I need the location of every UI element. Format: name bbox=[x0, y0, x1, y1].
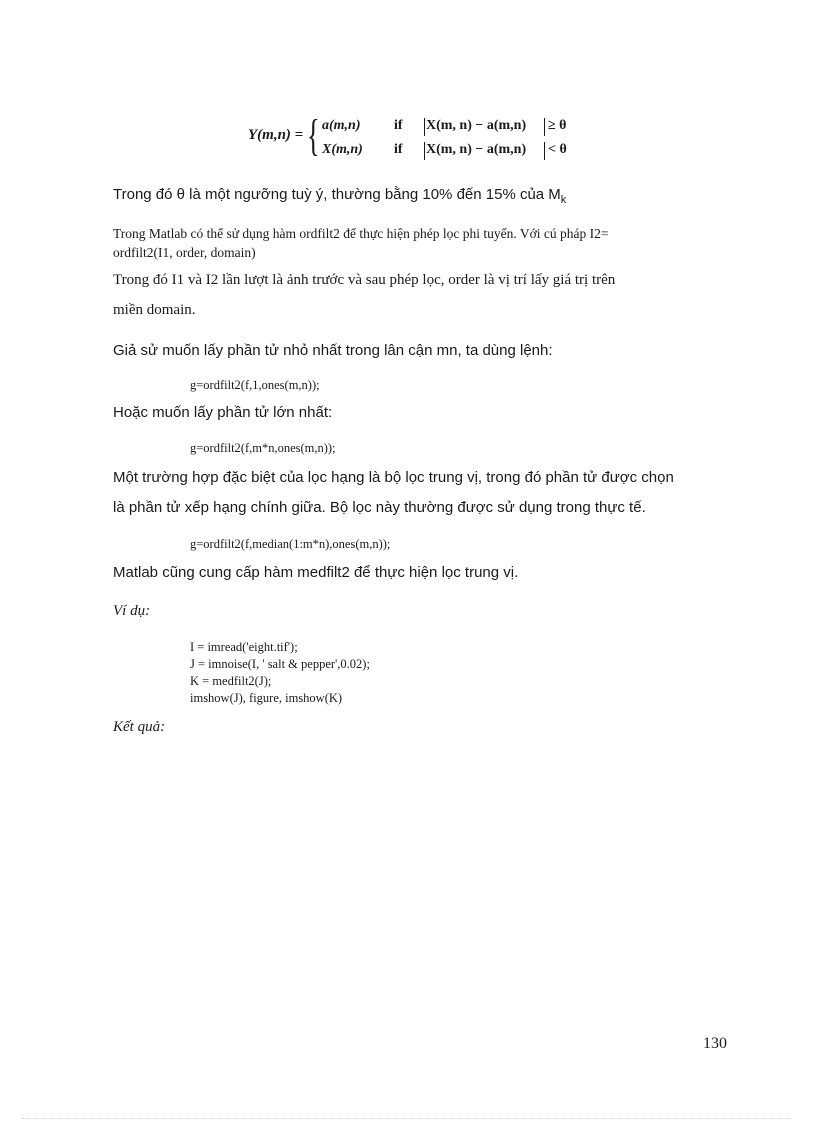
code-min: g=ordfilt2(f,1,ones(m,n)); bbox=[190, 378, 320, 392]
formula-row-1-rel: ≥ θ bbox=[548, 118, 567, 133]
abs-bar-left bbox=[424, 142, 425, 160]
paragraph-explain-line-2: miền domain. bbox=[113, 302, 196, 318]
abs-bar-left bbox=[424, 118, 425, 136]
paragraph-max: Hoặc muốn lấy phần tử lớn nhất: bbox=[113, 404, 333, 421]
paragraph-ordfilt2-line-2: ordfilt2(I1, order, domain) bbox=[113, 245, 256, 260]
paragraph-median-line-2: là phần tử xếp hạng chính giữa. Bộ lọc này thường được sử dụng trong thực tế. bbox=[113, 499, 646, 516]
formula-row-1-expr: X(m, n) − a(m,n) bbox=[426, 118, 527, 133]
paragraph-medfilt2: Matlab cũng cung cấp hàm medfilt2 để thực hiện lọc trung vị. bbox=[113, 564, 519, 581]
paragraph-threshold bbox=[113, 186, 566, 206]
subscript-k: k bbox=[560, 194, 567, 206]
example-code-line-3: K = medfilt2(J); bbox=[190, 674, 272, 688]
formula-block bbox=[248, 110, 578, 166]
formula-lhs: Y(m,n) = bbox=[248, 127, 304, 143]
example-code-line-4: imshow(J), figure, imshow(K) bbox=[190, 691, 343, 705]
paragraph-median-line-1: Một trường hợp đặc biệt của lọc hạng là bộ lọc trung vị, trong đó phần tử được chọn bbox=[113, 469, 674, 486]
paragraph-explain-line-1: Trong đó I1 và I2 lần lượt là ảnh trước và sau phép lọc, order là vị trí lấy giá trị trên bbox=[113, 272, 616, 288]
page-number: 130 bbox=[703, 1035, 727, 1052]
code-max: g=ordfilt2(f,m*n,ones(m,n)); bbox=[190, 441, 336, 455]
example-label: Ví dụ: bbox=[113, 603, 151, 619]
formula-row-1-cond: if bbox=[394, 118, 403, 133]
formula-row-2-cond: if bbox=[394, 142, 403, 157]
example-code-line-1: I = imread('eight.tif'); bbox=[190, 640, 298, 654]
result-label: Kết quả: bbox=[113, 719, 166, 735]
paragraph-threshold-text: Trong đó θ là một ngưỡng tuỳ ý, thường bằng 10% đến 15% của M bbox=[113, 186, 561, 203]
paragraph-ordfilt2-line-1: Trong Matlab có thể sử dụng hàm ordfilt2 để thực hiện phép lọc phi tuyến. Với cú pháp I2= bbox=[113, 226, 609, 241]
abs-bar-right bbox=[544, 142, 545, 160]
formula-brace: { bbox=[307, 111, 320, 160]
footer-dotted-divider bbox=[22, 1118, 792, 1119]
paragraph-min: Giả sử muốn lấy phần tử nhỏ nhất trong lân cận mn, ta dùng lệnh: bbox=[113, 342, 553, 359]
example-code-line-2: J = imnoise(I, ' salt & pepper',0.02); bbox=[190, 657, 370, 671]
code-median: g=ordfilt2(f,median(1:m*n),ones(m,n)); bbox=[190, 537, 391, 551]
formula-row-1-value: a(m,n) bbox=[322, 118, 361, 133]
abs-bar-right bbox=[544, 118, 545, 136]
formula-row-2-rel: < θ bbox=[548, 142, 567, 157]
formula-row-2-value: X(m,n) bbox=[322, 142, 363, 157]
formula-row-2-expr: X(m, n) − a(m,n) bbox=[426, 142, 527, 157]
